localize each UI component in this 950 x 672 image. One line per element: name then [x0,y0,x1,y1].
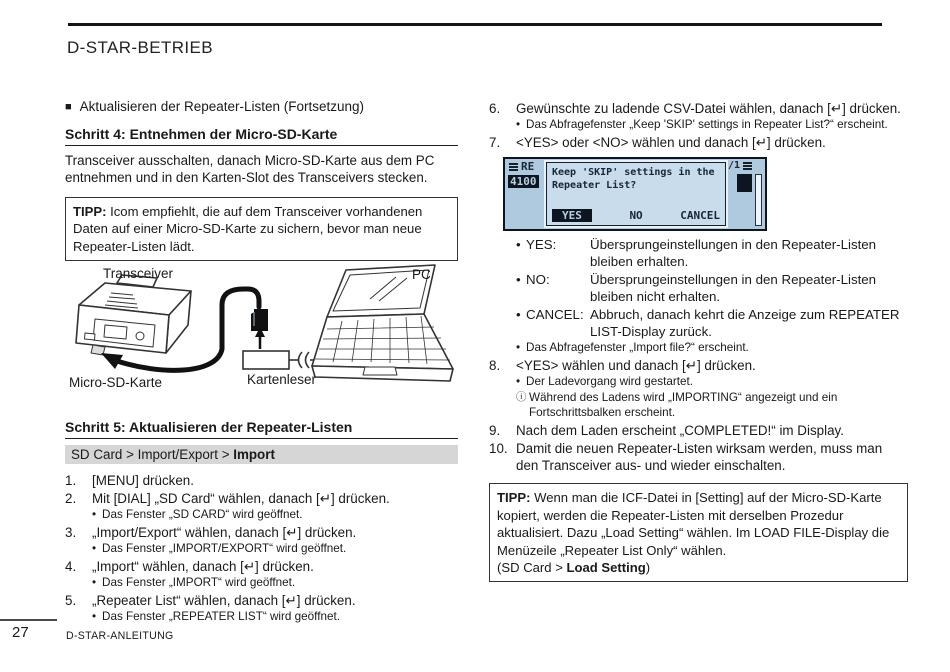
bullet-icon: • [92,542,97,556]
step-text: „Import“ wählen, danach [↵] drücken. [92,559,314,575]
step-number: 6. [489,101,501,116]
step-number: 3. [65,525,77,541]
step-text: Mit [DIAL] „SD Card“ wählen, danach [↵] drücken. [92,491,390,507]
battery-icon [743,162,752,170]
display-page-indicator: /1 [727,160,740,172]
list-item [65,490,458,507]
dialog-buttons [552,209,720,222]
tip-text: Wenn man die ICF-Datei in [Setting] auf der Micro-SD-Karte kopiert, werden die Repeater-Listen mit derselben Prozedur aktualisiert. Dazu „Load Setting“ wählen. Im LOAD FILE-Display die Menüzeile „Repeater List Only“ wählen. [497,490,890,558]
yes-button: YES [552,209,592,222]
bullet-icon: • [516,272,521,288]
sub-text: Das Fenster „IMPORT/EXPORT“ wird geöffnet. [102,542,347,556]
sub-text: Das Fenster „IMPORT“ wird geöffnet. [102,576,296,590]
tip-label: TIPP: [497,490,531,506]
label-micro-sd-karte: Micro-SD-Karte [69,375,163,391]
no-button: NO [629,209,643,223]
bullet-icon: • [92,508,97,522]
sub-bullet [489,118,908,133]
dialog-question-line2: Repeater List? [552,180,637,192]
option-label: YES: [526,237,557,253]
tip-box-right [489,483,908,582]
step-text: [MENU] drücken. [92,473,194,489]
sub-bullet [65,576,458,591]
label-kartenleser: Kartenleser [247,372,317,388]
sub-text: Das Fenster „REPEATER LIST“ wird geöffnet. [102,610,340,624]
step5-heading: Schritt 5: Aktualisieren der Repeater-Listen [65,419,458,439]
sub-bullet [65,542,458,557]
list-item [65,592,458,609]
tip-path-suffix: ) [645,559,651,575]
label-pc: PC [412,267,431,283]
option-text: Übersprungeinstellungen in den Repeater-Listen bleiben nicht erhalten. [590,272,877,305]
display-selected-row: 4100 [510,175,537,189]
display-header-text: RE [521,160,535,174]
transceiver-display-screenshot [503,157,767,231]
laptop-drawing [312,265,453,381]
step-number: 9. [489,422,501,438]
list-item [489,100,908,117]
step-text: <YES> oder <NO> wählen und danach [↵] drücken. [516,135,826,151]
menu-path-prefix: SD Card > Import/Export > [71,447,234,463]
menu-path-target: Import [233,447,275,463]
tip-box-left [65,197,458,261]
section-title: Aktualisieren der Repeater-Listen (Fortsetzung) [79,99,365,114]
footer-label: D-STAR-ANLEITUNG [66,630,174,642]
sub-bullet [65,508,458,523]
step-number: 5. [65,593,77,609]
micro-sd-card-icon [251,309,268,331]
display-black-block [737,174,752,192]
option-text: Übersprungeinstellungen in den Repeater-Listen bleiben erhalten. [590,237,877,270]
option-row [489,271,908,305]
bullet-icon: • [516,341,521,355]
square-bullet-icon: ■ [65,101,72,113]
bullet-icon: • [92,576,97,590]
display-scrollbar [755,174,762,226]
option-row [489,236,908,270]
sub-text: Das Abfragefenster „Import file?“ erscheint. [526,341,749,355]
option-label: CANCEL: [526,307,584,323]
menu-path [65,445,458,464]
list-item [489,440,908,474]
tip-text: Icom empfiehlt, die auf dem Transceiver vorhandenen Daten auf einer Micro-SD-Karte zu sichern, bevor man neue Repeater-Listen lädt. [73,203,423,254]
right-column [489,99,908,584]
step-text: Gewünschte zu ladende CSV-Datei wählen, danach [↵] drücken. [516,101,901,116]
list-icon [509,163,518,171]
step-number: 7. [489,135,501,151]
step-text: „Repeater List“ wählen, danach [↵] drücken. [92,593,356,609]
list-item [65,472,458,489]
label-transceiver: Transceiver [103,266,174,282]
step-number: 10. [489,441,508,457]
transceiver-drawing [76,275,191,355]
step-text: <YES> wählen und danach [↵] drücken. [516,358,756,374]
tip-path-prefix: (SD Card > [497,559,567,575]
sub-bullet [489,375,908,390]
step4-heading: Schritt 4: Entnehmen der Micro-SD-Karte [65,126,458,146]
info-note [489,391,908,421]
diagram-illustration [65,263,465,411]
tip-label: TIPP: [73,203,107,219]
option-label: NO: [526,272,550,288]
bullet-icon: • [516,307,521,323]
step4-body: Transceiver ausschalten, danach Micro-SD-Karte aus dem PC entnehmen und in den Karten-Slot des Transceivers stecken. [65,153,435,186]
section-heading [65,99,458,114]
sub-text: Das Fenster „SD CARD“ wird geöffnet. [102,508,303,522]
tip-menu-path [497,559,900,576]
confirm-dialog [546,162,726,226]
cancel-button: CANCEL [680,209,720,223]
step-text: Damit die neuen Repeater-Listen wirksam werden, muss man den Transceiver aus- und wieder einschalten. [516,441,883,474]
dialog-question-line1: Keep 'SKIP' settings in the [552,167,715,179]
sub-bullet [489,341,908,356]
bullet-icon: • [92,610,97,624]
step-number: 2. [65,491,77,507]
step-number: 1. [65,473,77,489]
info-icon: ⓘ [516,391,527,404]
bullet-icon: • [516,118,521,132]
top-rule [68,23,882,26]
bullet-icon: • [516,375,521,389]
connection-diagram [65,263,465,411]
step-text: „Import/Export“ wählen, danach [↵] drücken. [92,525,357,541]
left-column [65,99,458,626]
list-item [489,422,908,439]
step-text: Nach dem Laden erscheint „COMPLETED!“ im Display. [516,422,844,438]
page-number-rule [0,619,57,621]
tip-path-target: Load Setting [566,559,646,575]
option-text: Abbruch, danach kehrt die Anzeige zum REPEATER LIST-Display zurück. [590,307,900,340]
note-text: Während des Ladens wird „IMPORTING“ angezeigt und ein Fortschrittsbalken erscheint. [529,391,838,419]
list-item [65,524,458,541]
option-row [489,306,908,340]
list-item [65,558,458,575]
bullet-icon: • [516,237,521,253]
page-title: D-STAR-BETRIEB [67,38,214,57]
page-number: 27 [12,624,29,641]
step-number: 8. [489,358,501,374]
sub-bullet [65,610,458,625]
step-number: 4. [65,559,77,575]
list-item [489,134,908,151]
sub-text: Das Abfragefenster „Keep 'SKIP' settings in Repeater List?“ erscheint. [526,118,888,132]
list-item [489,357,908,374]
sub-text: Der Ladevorgang wird gestartet. [526,375,693,389]
